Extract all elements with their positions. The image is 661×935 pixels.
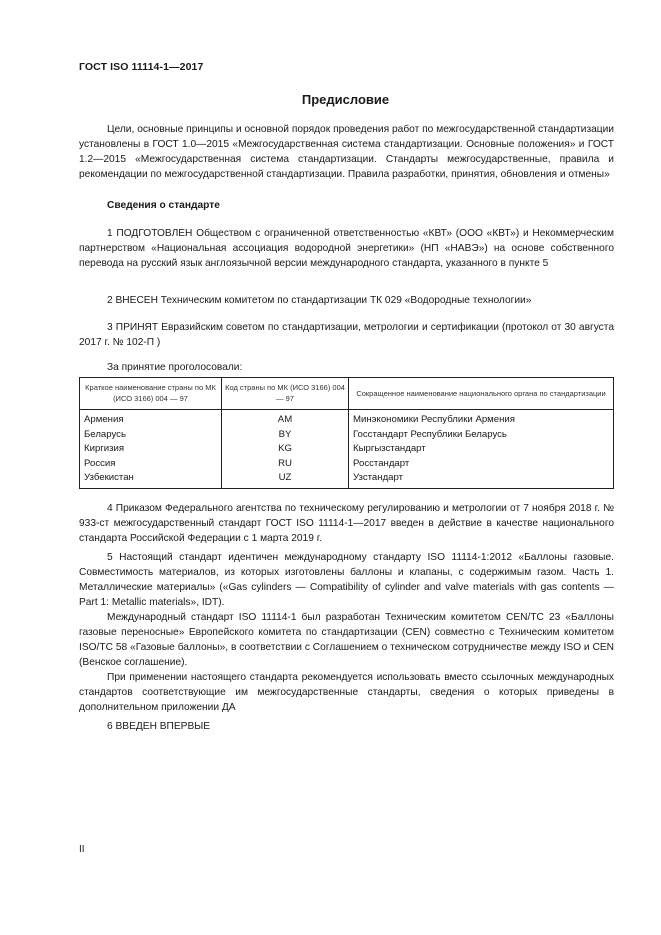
vote-label: За принятие проголосовали: (107, 362, 243, 373)
table-cell-authority: Госстандарт Республики Беларусь (349, 428, 614, 443)
table-cell-code: KG (222, 442, 349, 457)
table-cell-authority: Росстандарт (349, 457, 614, 472)
item-2-paragraph: 2 ВНЕСЕН Техническим комитетом по стандартизации ТК 029 «Водородные технологии» (107, 295, 532, 306)
table-header-authority: Сокращенное наименование национального органа по стандартизации (349, 378, 614, 410)
table-cell-authority: Кыргызстандарт (349, 442, 614, 457)
subheading-standard-info: Сведения о стандарте (107, 200, 220, 211)
page-number: II (79, 844, 85, 855)
table-row (80, 442, 614, 457)
item-5-paragraph-application: При применении настоящего стандарта рекомендуется использовать вместо ссылочных международных стандартов соответствующие им межгосударственные стандарты, сведения о которых приведены в дополнительном приложении ДА (79, 672, 614, 713)
table-row (80, 428, 614, 443)
table-row (80, 457, 614, 472)
table-cell-code: BY (222, 428, 349, 443)
table-row (80, 410, 614, 428)
intro-paragraph: Цели, основные принципы и основной порядок проведения работ по межгосударственной стандартизации установлены в ГОСТ 1.0—2015 «Межгосударственная система стандартизации. Основные положения» и ГОСТ 1.2—2015 «Межгосударственная система стандартизации. Стандарты межгосударственные, правила и рекомендации по межгосударственной стандартизации. Правила разработки, принятия, обновления и отмены» (79, 124, 614, 180)
table-cell-country: Беларусь (84, 428, 126, 440)
table-cell-country: Армения (84, 414, 124, 425)
table-cell-code: RU (222, 457, 349, 472)
table-cell-code: AM (222, 410, 349, 428)
item-5-paragraph: 5 Настоящий стандарт идентичен международному стандарту ISO 11114-1:2012 «Баллоны газовые. Совместимость материалов, из которых изготовлены баллоны и клапаны, с содержимым газом. Часть 1. Металлические материалы» («Gas cylinders — Compatibility of cylinder and valve materials with gas contents — Part 1: Metallic materials», IDT). (79, 552, 614, 608)
table-header-code: Код страны по МК (ИСО 3166) 004 — 97 (222, 378, 349, 410)
voting-countries-table (79, 377, 614, 489)
table-header-row (80, 378, 614, 410)
table-header-country: Краткое наименование страны по МК (ИСО 3166) 004 — 97 (80, 378, 222, 410)
item-5-paragraph-international: Международный стандарт ISO 11114-1 был разработан Техническим комитетом CEN/TC 23 «Баллоны газовые переносные» Европейского комитета по стандартизации (CEN) совместно с Техническим комитетом ISO/TC 58 «Газовые баллоны», в соответствии с Соглашением о техническом сотрудничестве между ISO и CEN (Венское соглашение). (79, 612, 614, 668)
document-code-header: ГОСТ ISO 11114-1—2017 (79, 61, 204, 73)
table-cell-code: UZ (222, 471, 349, 488)
item-4-paragraph: 4 Приказом Федерального агентства по техническому регулированию и метрологии от 7 ноября 2018 г. № 933-ст межгосударственный стандарт ГОСТ ISO 11114-1—2017 введен в действие в качестве национального стандарта Российской Федерации с 1 марта 2019 г. (79, 503, 614, 544)
table-cell-country: Россия (84, 457, 116, 469)
table-row (80, 471, 614, 488)
table-cell-authority: Узстандарт (349, 471, 614, 488)
section-title: Предисловие (301, 92, 390, 107)
table-cell-country: Узбекистан (84, 472, 134, 483)
table-cell-authority: Минэкономики Республики Армения (349, 410, 614, 428)
item-6-paragraph: 6 ВВЕДЕН ВПЕРВЫЕ (107, 721, 211, 732)
item-3-paragraph: 3 ПРИНЯТ Евразийским советом по стандартизации, метрологии и сертификации (протокол от 30 августа 2017 г. № 102-П ) (79, 322, 614, 348)
item-1-paragraph: 1 ПОДГОТОВЛЕН Обществом с ограниченной ответственностью «КВТ» (ООО «КВТ») и Некоммерческим партнерством «Национальная ассоциация водородной энергетики» (НП «НАВЭ») на основе собственного перевода на русский язык англоязычной версии международного стандарта, указанного в пункте 5 (79, 228, 614, 269)
table-cell-country: Киргизия (84, 443, 125, 454)
